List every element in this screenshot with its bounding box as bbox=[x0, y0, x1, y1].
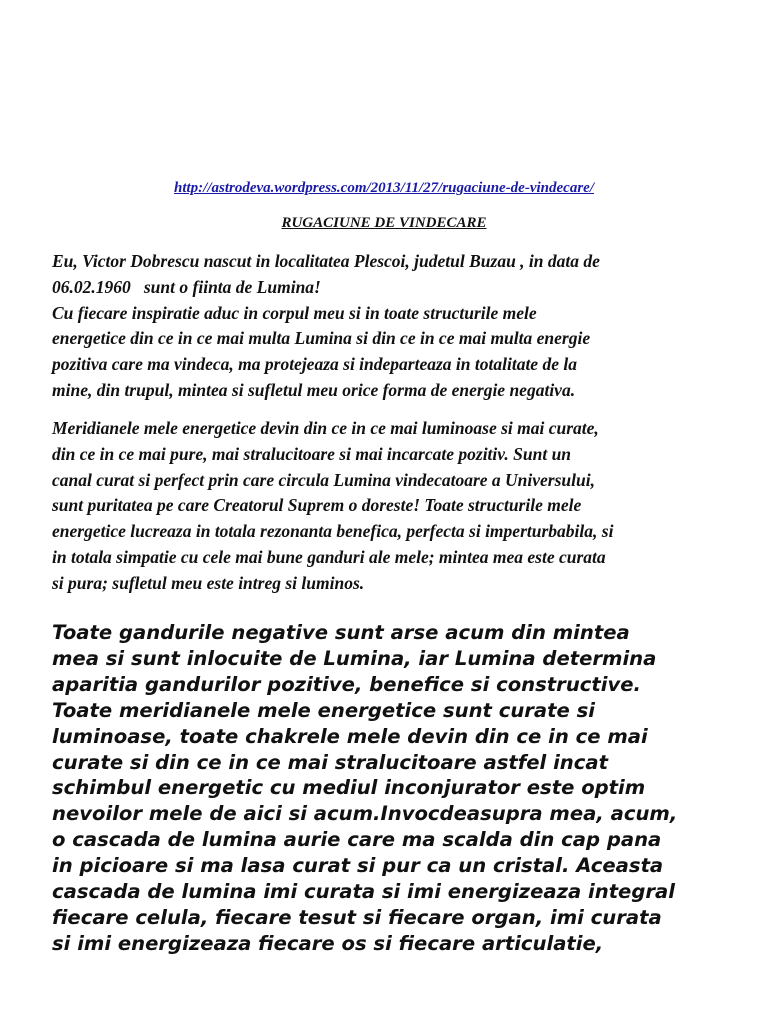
paragraph-line: nevoilor mele de aici si acum.Invocdeasupra mea, acum, bbox=[52, 802, 678, 826]
source-url-link[interactable]: http://astrodeva.wordpress.com/2013/11/27/rugaciune-de-vindecare/ bbox=[174, 180, 594, 196]
paragraph-line: curate si din ce in ce mai stralucitoare astfel incat bbox=[52, 750, 608, 774]
paragraph-line: Meridianele mele energetice devin din ce in ce mai luminoase si mai curate, bbox=[52, 418, 599, 438]
paragraph-line: fiecare celula, fiecare tesut si fiecare organ, imi curata bbox=[52, 905, 662, 929]
paragraph-line: si pura; sufletul meu este intreg si luminos. bbox=[52, 572, 365, 593]
paragraph-line: mine, din trupul, mintea si sufletul meu orice forma de energie negativa. bbox=[52, 379, 576, 400]
paragraph-line: din ce in ce mai pure, mai stralucitoare si mai incarcate pozitiv. Sunt un bbox=[52, 443, 572, 464]
paragraph-line: aparitia gandurilor pozitive, benefice si constructive. bbox=[52, 672, 641, 696]
paragraph-line: pozitiva care ma vindeca, ma protejeaza si indeparteaza in totalitate de la bbox=[52, 354, 577, 375]
paragraph-line: si imi energizeaza fiecare os si fiecare articulatie, bbox=[52, 931, 604, 955]
paragraph-line: energetice lucreaza in totala rezonanta benefica, perfecta si imperturbabila, si bbox=[52, 521, 614, 542]
paragraph-line: mea si sunt inlocuite de Lumina, iar Lumina determina bbox=[52, 646, 657, 670]
paragraph-line: luminoase, toate chakrele mele devin din ce in ce mai bbox=[52, 724, 648, 748]
paragraph-intro bbox=[52, 249, 732, 404]
paragraph-line: sunt puritatea pe care Creatorul Suprem o doreste! Toate structurile mele bbox=[52, 495, 582, 516]
paragraph-line: energetice din ce in ce mai multa Lumina si din ce in ce mai multa energie bbox=[52, 328, 591, 349]
paragraph-meridians bbox=[52, 416, 732, 597]
paragraph-line: Toate gandurile negative sunt arse acum din mintea bbox=[52, 621, 630, 644]
paragraph-line: in totala simpatie cu cele mai bune ganduri ale mele; mintea mea este curata bbox=[52, 546, 606, 567]
paragraph-thoughts bbox=[52, 620, 742, 957]
paragraph-line: 06.02.1960 sunt o fiinta de Lumina! bbox=[52, 276, 321, 297]
paragraph-line: Cu fiecare inspiratie aduc in corpul meu si in toate structurile mele bbox=[52, 302, 537, 323]
paragraph-line: schimbul energetic cu mediul inconjurator este optim bbox=[52, 776, 646, 800]
paragraph-line: canal curat si perfect prin care circula Lumina vindecatoare a Universului, bbox=[52, 469, 595, 490]
paragraph-line: Eu, Victor Dobrescu nascut in localitatea Plescoi, judetul Buzau , in data de bbox=[52, 251, 600, 271]
document-title: RUGACIUNE DE VINDECARE bbox=[281, 215, 487, 231]
paragraph-line: cascada de lumina imi curata si imi energizeaza integral bbox=[52, 880, 675, 904]
paragraph-line: Toate meridianele mele energetice sunt curate si bbox=[52, 698, 596, 722]
paragraph-line: in picioare si ma lasa curat si pur ca un cristal. Aceasta bbox=[52, 854, 664, 878]
paragraph-line: o cascada de lumina aurie care ma scalda din cap pana bbox=[52, 828, 662, 852]
